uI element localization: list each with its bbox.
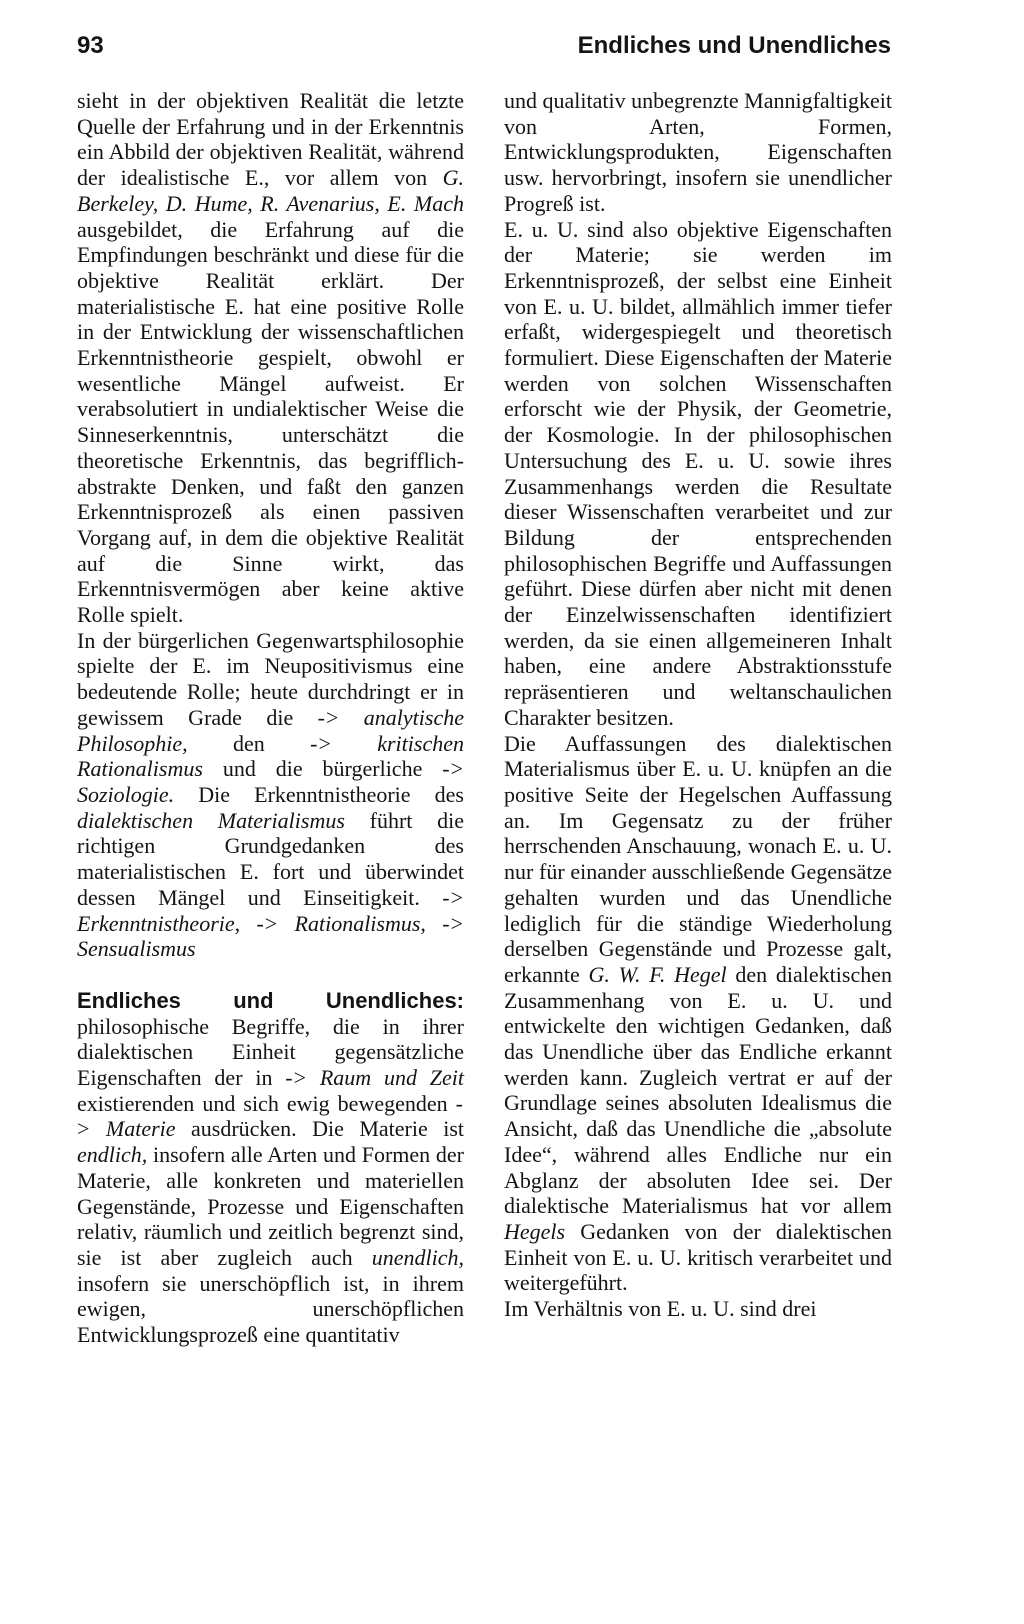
page-number: 93 [77,32,104,59]
person-name: G. W. F. Hegel [588,961,727,987]
cross-reference-term: kritischen Rationalismus [77,730,464,782]
page-header [77,32,891,72]
text-run: insofern alle Arten und Formen der Materie, alle konkreten und materiellen Gegenstände, Prozesse und Eigenschaften relativ, räumlich und zeitlich begrenzt sind, sie ist aber zugleich auch [77,1142,464,1270]
cross-reference-term: Erkenntnistheorie, [77,910,241,936]
cross-reference-arrow: -> [442,910,464,936]
running-head: Endliches und Unendliches [577,32,891,59]
cross-reference-term: Sensualismus [77,936,196,962]
text-run [240,911,256,936]
entry-paragraph [77,988,464,1348]
text-run: Gedanken von der dialektischen Einheit von E. u. U. kritisch verarbeitet und weitergeführt. [504,1218,892,1296]
text-run: sieht in der objektiven Realität die letzte Quelle der Erfahrung und in der Erkenntnis ein Abbild der objektiven Realität, während der idealistische E., vor allem von [77,88,464,191]
paragraph [77,628,464,962]
cross-reference-term: Materie [90,1116,176,1142]
paragraph [77,88,464,628]
paragraph [504,217,892,731]
text-run: Die Erkenntnistheorie des [174,781,464,807]
text-run: E. u. U. sind also objektive Eigenschaften der Materie; sie werden im Erkenntnisprozeß, der selbst eine Einheit von E. u. U. bildet, allmählich immer tiefer erfaßt, widergespiegelt und theoretisch formuliert. Diese Eigenschaften der Materie werden von solchen Wissenschaften erforscht wie der Physik, der Geometrie, der Kosmologie. In der philosophischen Untersuchung des E. u. U. sowie ihres Zusammenhangs werden die Resultate dieser Wissenschaften verarbeitet und zur Bildung der entsprechenden philosophischen Begriffe und Auffassungen geführt. Diese dürfen aber nicht mit denen der Einzelwissenschaften identifiziert werden, da sie einen allgemeineren Inhalt haben, eine andere Abstraktionsstufe repräsentieren und weltanschaulichen Charakter besitzen. [504,216,892,730]
text-run: Die Auffassungen des dialektischen Materialismus über E. u. U. knüpfen an die positive Seite der Hegelschen Auffassung an. Im Gegensatz zu der früher herrschenden Anschauung, wonach E. u. U. nur für einander ausschließende Gegensätze gehalten wurden und das Unendliche lediglich für die ständige Wiederholung derselben Gegenstände und Prozesse galt, erkannte [504,730,892,987]
text-run: In der bürgerlichen Gegenwartsphilosophie spielte der E. im Neupositivismus eine bedeutende Rolle; heute durchdringt er in gewissem Grade die [77,627,464,730]
person-name: G. Berkeley, D. Hume, R. Avenarius, E. Mach [77,165,464,216]
left-column [77,88,464,1348]
cross-reference-arrow: -> [256,910,279,936]
entry-title: Endliches und Unendliches: [77,987,464,1013]
text-run: den [187,730,311,756]
cross-reference-arrow: -> [285,1065,307,1091]
cross-reference-term: analytische Philosophie, [77,704,464,756]
text-run: Im Verhältnis von E. u. U. sind drei [504,1296,817,1322]
emphasized-term: unendlich, [371,1244,464,1270]
text-run: und qualitativ unbegrenzte Mannigfaltigkeit von Arten, Formen, Entwicklungsprodukten, Eigenschaften usw. hervorbringt, insofern sie unendlicher Progreß ist. [504,88,892,216]
cross-reference-arrow: -> [442,756,464,782]
text-run: führt die richtigen Grundgedanken des materialistischen E. fort und überwindet dessen Mängel und Einseitigkeit. [77,807,464,910]
paragraph [504,88,892,217]
paragraph [504,1296,892,1322]
text-run: philosophische Begriffe, die in ihrer dialektischen Einheit gegensätzliche Eigenschaften der in [77,1013,464,1091]
cross-reference-term: Rationalismus, [278,910,426,936]
emphasized-term: endlich, [77,1142,148,1168]
text-run: ausgebildet, die Erfahrung auf die Empfindungen beschränkt und diese für die objektive Realität erklärt. Der materialistische E. hat eine positive Rolle in der Entwicklung der wissenschaftlichen Erkenntnistheorie gespielt, obwohl er wesentliche Mängel aufweist. Er verabsolutiert in undialektischer Weise die Sinneserkenntnis, unterschätzt die theoretische Erkenntnis, das begrifflich-abstrakte Denken, und faßt den ganzen Erkenntnisprozeß als einen passiven Vorgang auf, in dem die objektive Realität auf die Sinne wirkt, das Erkenntnisvermögen aber keine aktive Rolle spielt. [77,216,464,628]
cross-reference-arrow: -> [442,884,464,910]
paragraph [504,731,892,1296]
cross-reference-arrow: -> [77,1090,464,1142]
text-run: existierenden und sich ewig bewegenden [77,1090,456,1116]
right-column [504,88,892,1322]
cross-reference-arrow: -> [317,704,340,730]
text-run: insofern sie unerschöpflich ist, in ihrem ewigen, unerschöpflichen Entwicklungsprozeß eine quantitativ [77,1270,464,1348]
text-run [426,911,442,936]
text-run: ausdrücken. Die Materie ist [175,1116,464,1142]
cross-reference-term: Soziologie. [77,781,175,807]
cross-reference-term: dialektischen Materialismus [77,807,345,833]
person-name: Hegels [504,1218,566,1244]
text-run: und die bürgerliche [202,756,443,782]
cross-reference-arrow: -> [310,730,332,756]
text-run: den dialektischen Zusammenhang von E. u. U. und entwickelte den wichtigen Gedanken, daß das Unendliche über das Endliche erkannt werden kann. Zugleich vertrat er auf der Grundlage seines absoluten Idealismus die Ansicht, daß das Unendliche die „absolute Idee“, während alles Endliche nur ein Abglanz der absoluten Idee sei. Der dialektische Materialismus hat vor allem [504,961,892,1219]
cross-reference-term: Raum und Zeit [307,1065,464,1091]
